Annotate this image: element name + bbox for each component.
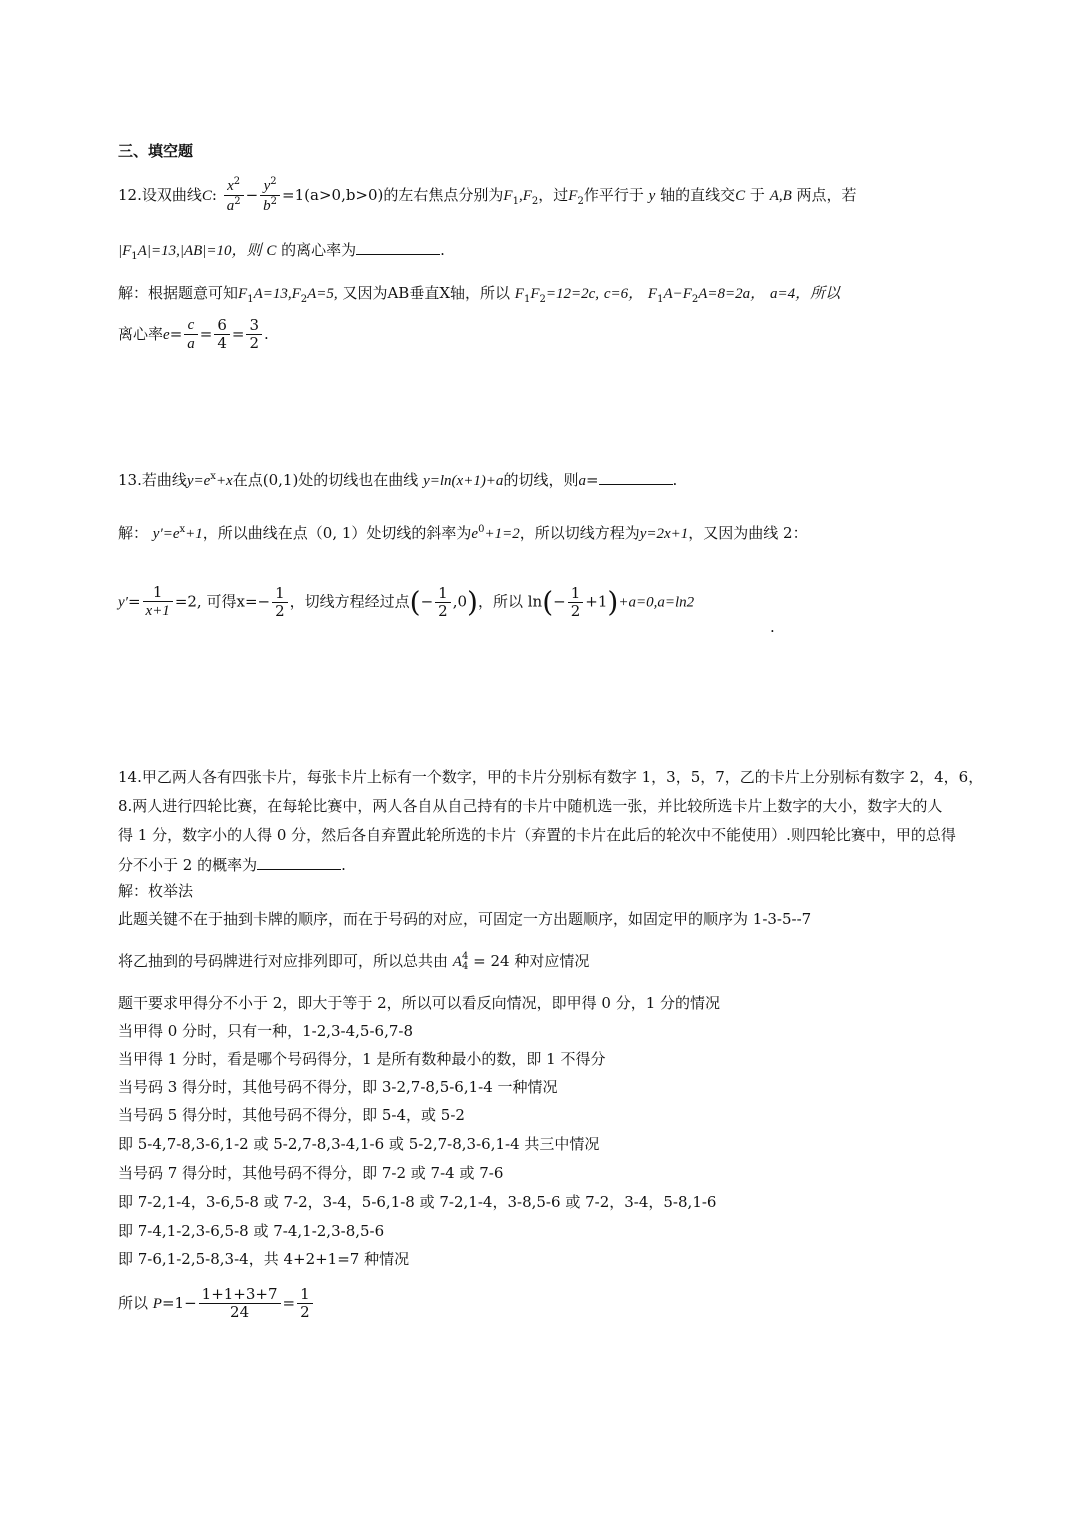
q14-line-3: 得 1 分，数字小的人得 0 分，然后各自弃置此轮所选的卡片（弃置的卡片在此后的轮次中不能使用）.则四轮比赛中，甲的总得 [118,826,956,844]
section-title: 三、填空题 [118,142,194,160]
q12-f2: ,F [518,187,532,204]
q12-l2-text: 的离心率为 [281,241,357,259]
q13-sol-slope: +1=2 [484,526,520,542]
q13-sol2-1: 1 [143,584,173,602]
q12-minus: − [245,185,259,204]
q14-solution-line-5: 当甲得 1 分时，看是哪个号码得分，1 是所有数种最小的数，即 1 不得分 [118,1050,606,1068]
q12-sol-2: 2 [249,334,260,353]
q12-sol-eq4: c=6， [603,286,644,302]
q12-sol-text-b: 又因为AB垂直X轴，所以 [342,284,511,302]
q12-l2-sub: 1 [131,251,138,262]
q13-text-c: 的切线，则 [503,471,579,489]
q13-paren-close-a: ) [467,585,478,619]
q12-text-c: 作平行于 [583,185,644,204]
q12-sol-text-a: 解：根据题意可知 [118,284,239,302]
q12-sol-c: c [187,317,195,333]
q13-sol2-xplus1: x+1 [145,603,170,620]
q14-line-4-end: . [341,856,346,874]
q14-sol-l2-indices [462,952,468,972]
q12-y: y [263,178,271,194]
q14-final-eq: =1− [161,1293,197,1312]
q12-condition: =1(a>0,b>0) [282,185,384,204]
q12-b: b [263,198,271,215]
q14-solution-line-12: 即 7-6,1-2,5-8,3-4，共 4+2+1=7 种情况 [118,1250,410,1268]
q12-sol-a: a [187,336,195,353]
q12-l2-c: C [266,243,277,259]
q12-x: x [227,178,234,194]
q14-final-1: 1 [297,1286,313,1304]
q13-sol2-plus1: +1 [585,592,608,611]
q13-sol2-text-b: ，切线方程经过点 [289,592,410,611]
q13-text-a: 在点 [232,471,263,489]
q13-sol2-comma0: ,0 [452,592,468,611]
q13-sol-label: 解： [118,524,149,542]
q14-solution-line-1: 此题关键不在于抽到卡牌的顺序，而在于号码的对应，可固定一方出题顺序，如固定甲的顺序为 1-3-5--7 [118,910,812,928]
q14-final-2: 2 [300,1303,310,1322]
q12-f: F [503,187,513,204]
q13-paren-open-b: ( [542,585,554,619]
q12-text-a: 的左右焦点分别为 [383,185,504,204]
q13-sol-deriv: y′=e [152,526,180,542]
q14-frac-half [297,1286,313,1322]
q12-sol-eq2: A=5, [307,286,338,302]
q13-solution-line-1 [118,524,808,543]
q12-sol-eq1: A=13,F [253,286,301,302]
q12-text-e: 于 [749,185,765,204]
q13-paren-close-b: ) [607,585,619,619]
q12-sol-ecc-label: 离心率 [118,324,164,343]
q13-text-b: 处的切线也在曲线 [298,471,419,489]
q13-paren-open-a: ( [409,585,421,619]
q12-text-f: 两点，若 [796,185,857,204]
q14-final-text: 所以 [118,1293,149,1312]
q12-sol-f2c-sub: 2 [691,294,699,305]
q12-solution-line-1 [118,284,840,306]
q13-frac-half-b [435,585,451,621]
q14-solution-line-9: 当号码 7 得分时，其他号码不得分，即 7-2 或 7-4 或 7-6 [118,1164,504,1182]
q12-sol-6: 6 [214,317,230,335]
q12-sol-f2b: F [530,286,540,302]
q13-sol2-result: +a=0,a=ln2 [618,594,695,611]
q12-question-line-2 [118,240,445,263]
q12-prefix: 12.设双曲线 [118,185,202,204]
q13-frac-half-a [272,585,288,621]
q13-end: . [672,471,678,489]
q12-text-b: ，过 [538,185,569,204]
q12-sol-eq6: A=8=2a， [698,286,766,302]
q13-sol2-1d: 1 [568,585,584,603]
q13-a: a [578,473,586,489]
q12-sol-f2-sub: 2 [300,294,308,305]
q14-line-1: 14.甲乙两人各有四张卡片，每张卡片上标有一个数字，甲的卡片分别标有数字 1，3，5，7，乙的卡片上分别标有数字 2，4，6， [118,768,984,786]
q12-text-d: 轴的直线交 [660,185,736,204]
q12-var-c: C [201,187,212,204]
q12-frac-3-2 [246,317,262,353]
q12-x-exp: 2 [233,176,241,187]
q12-sol-end: . [264,324,269,343]
q14-line-2: 8.两人进行四轮比赛，在每轮比赛中，两人各自从自己持有的卡片中随机选一张，并比较所选卡片上数字的大小，数字大的人 [118,797,943,815]
q13-end-dot: . [770,618,775,636]
q12-sol-eq-b: = [199,324,213,343]
q14-solution-line-8: 即 5-4,7-8,3-6,1-2 或 5-2,7-8,3-4,1-6 或 5-2,7-8,3-6,1-4 共三中情况 [118,1135,600,1153]
q13-sol2-eq2: =2, [174,592,202,611]
q12-ab: A,B [769,187,792,204]
q13-exp: x [210,471,216,482]
q12-l2-a: |F [118,243,132,259]
q14-answer-blank[interactable] [257,855,341,870]
q13-sol2-text-c: ，所以 ln [477,592,543,611]
q13-frac-1-xplus1 [143,584,173,621]
q12-sol-f1b: F [514,286,524,302]
q13-plus-x: +x [215,473,233,489]
q13-eq: = [585,471,599,489]
q13-sol-text-c: ，又因为曲线 2： [688,524,808,542]
q13-sol-e: e [471,526,479,542]
q12-sol-f1c: F [647,286,658,302]
q13-sol2-1c: 1 [435,585,451,603]
q14-solution-line-4: 当甲得 0 分时，只有一种，1-2,3-4,5-6,7-8 [118,1022,414,1040]
q13-sol2-2b: 2 [275,601,285,620]
q12-sol-eq-c: = [231,324,245,343]
q14-line-4 [118,855,346,874]
q12-c2: C [735,187,746,204]
q12-a: a [226,198,235,215]
q13-curve2: y=ln(x+1)+a [423,473,504,489]
q14-solution-final [118,1286,315,1322]
q13-answer-blank[interactable] [599,470,673,485]
q12-solution-line-2 [118,316,269,354]
q12-sol-eq5: A−F [663,286,692,302]
q13-y-eq: y=e [186,473,211,489]
q12-frac-c-a [184,316,198,354]
q14-sol-l2-a: A [452,954,462,970]
q13-sol2-1b: 1 [272,585,288,603]
q13-sol-e-exp: 0 [478,524,485,535]
q12-f-sub1: 1 [512,195,519,207]
q12-l2-end: . [440,241,445,259]
q12-sol-f1-sub: 1 [247,294,254,305]
q12-question-line-1 [118,176,857,216]
q13-sol-plus1: +1 [185,526,203,542]
q12-b-exp: 2 [270,196,278,208]
q12-sol-3: 3 [246,317,262,335]
q12-y-exp: 2 [270,176,277,187]
q14-final-den: 24 [230,1303,250,1322]
q12-frac-y2-b2 [260,176,280,216]
q12-f-b: F [568,187,578,204]
q14-sol-l2-sup: 4 [461,951,469,962]
q14-solution-line-3: 题干要求甲得分不小于 2，即大于等于 2，所以可以看反向情况，即甲得 0 分，1 分的情况 [118,994,721,1012]
q13-sol2-text-a: 可得x=− [206,592,271,611]
q13-sol-exp: x [179,524,186,535]
q14-solution-line-6: 当号码 3 得分时，其他号码不得分，即 3-2,7-8,5-6,1-4 一种情况 [118,1078,558,1096]
q13-sol2-minus: − [420,592,434,611]
q12-colon: : [211,185,217,204]
q14-sol-l2-sub: 4 [461,961,469,972]
q12-l2-b: A|=13,|AB|=10，则 [137,243,262,259]
q12-frac-6-4 [214,317,230,353]
q12-sol-eq-a: = [169,324,183,343]
q12-f-sub2: 2 [531,195,539,207]
q14-sol-l2-eq: = 24 [473,952,510,970]
q13-prefix: 13.若曲线 [118,471,187,489]
q14-final-p: P [152,1295,162,1312]
q12-sol-f1: F [238,286,248,302]
q13-question-line [118,470,677,490]
q12-y-axis: y [648,187,656,204]
q12-answer-blank[interactable] [356,240,440,255]
q12-f-b-sub: 2 [577,195,584,207]
q13-solution-line-2 [118,584,694,621]
q12-sol-eq3: =12=2c, [545,286,600,302]
q12-sol-e: e [163,326,170,343]
q13-sol-tangent: y=2x+1 [639,526,689,542]
q14-solution-line-10: 即 7-2,1-4，3-6,5-8 或 7-2，3-4，5-6,1-8 或 7-2,1-4，3-8,5-6 或 7-2，3-4，5-8,1-6 [118,1193,717,1211]
q12-sol-f1c-sub: 1 [657,294,664,305]
q14-solution-title: 解：枚举法 [118,882,194,900]
q14-final-num: 1+1+3+7 [199,1286,281,1304]
q14-line-4-text: 分不小于 2 的概率为 [118,856,258,874]
q12-frac-x2-a2 [224,176,244,216]
q14-solution-line-7: 当号码 5 得分时，其他号码不得分，即 5-4，或 5-2 [118,1106,465,1124]
q13-frac-half-c [568,585,584,621]
q13-sol-text-a: ，所以曲线在点（0, 1）处切线的斜率为 [202,524,472,542]
q14-frac-main [199,1286,281,1322]
q13-sol2-eq: = [127,592,141,611]
q13-sol2-yprime: y′ [118,594,128,611]
q13-sol2-2d: 2 [570,601,581,620]
q14-sol-l2-text: 将乙抽到的号码牌进行对应排列即可，所以总共由 [118,952,449,970]
q13-sol2-minus2: − [553,592,566,611]
q13-sol2-2c: 2 [438,601,448,620]
q13-point: (0,1) [262,471,299,489]
q14-solution-line-11: 即 7-4,1-2,3-6,5-8 或 7-4,1-2,3-8,5-6 [118,1222,385,1240]
q12-sol-4: 4 [217,334,227,353]
q12-sol-f2b-sub: 2 [539,294,546,305]
q14-sol-l2-end: 种对应情况 [514,952,590,970]
q14-solution-line-2 [118,952,589,972]
q12-sol-f1b-sub: 1 [523,294,531,305]
q14-final-eq2: = [282,1293,296,1312]
q12-sol-eq7: a=4，所以 [769,286,841,302]
q12-a-exp: 2 [234,196,241,208]
q13-sol-text-b: ，所以切线方程为 [519,524,640,542]
